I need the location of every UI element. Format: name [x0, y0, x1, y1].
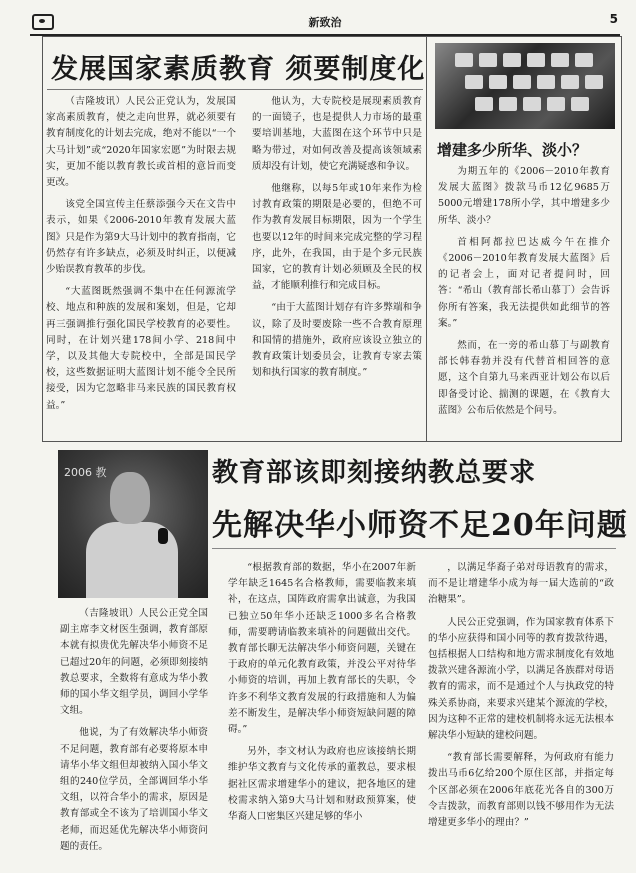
- article2-paragraph: ，以满足华裔子弟对母语教育的需求，而不是让增建华小成为每一届大选前的“政治糖果”。: [428, 562, 614, 606]
- headline-divider: [212, 548, 616, 549]
- sidebar-paragraph: 首相阿都拉巴达威今午在推介《2006－2010年教育发展大蓝图》后的记者会上，面对记者提问时，回答：“希山（教育部长希山慕丁）会告诉你所有答案，我无法提供如此细节的答案。”: [438, 236, 610, 329]
- page-header: [30, 12, 620, 36]
- speaker-photo: [58, 450, 208, 598]
- sidebar-paragraph: 然而，在一旁的希山慕丁与副教育部长韩春勃并没有代替首相回答的意愿，这个自第九马来西亚计划公布以后即备受讨论、揣测的课题，在《教育大蓝图》公布后依然是个问号。: [438, 340, 610, 416]
- article2-column-1: [60, 606, 208, 861]
- article2-column-2: [228, 560, 416, 831]
- article2-headline-line1: 教育部该即刻接纳教总要求: [212, 458, 537, 488]
- sidebar-paragraph: 为期五年的《2006－2010年教育发展大蓝图》拨款马币12亿9685万5000元增建178所小学，其中增建多少所华、淡小？: [438, 166, 610, 226]
- article2-paragraph: 他说，为了有效解决华小师资不足问题，教育部有必要将原本申请华小华文组但却被纳入国小华文组的240位学员，全部调回华小华文组，以符合华小的需求，原因是教育部或全不该为了培训国小华文老师，而迟延优先解决华小师资问题的责任。: [60, 727, 208, 852]
- article1-column-1: [46, 94, 236, 420]
- publication-title: 新致治: [308, 16, 342, 29]
- article2-column-3: [428, 560, 614, 837]
- article1-paragraph: （吉隆坡讯）人民公正党认为，发展国家高素质教育，使之走向世界，就必须要有教育制度化的计划去完成，绝对不能以“一个大马计划”或“2020年国家宏愿”为时限去规实，更加不能以教育教长或首相的意旨而变更改。: [46, 96, 236, 189]
- article1-headline: 发展国家素质教育 须要制度化: [51, 54, 426, 85]
- article2-paragraph: 人民公正党强调，作为国家教育体系下的华小应获得和国小同等的教育拨款待遇，包括根据人口结构和地方需求制度化有效地拨款兴建各源流小学，以满足各族群对母语教育的需求，而不是通过个人与执政党的特殊关系协商，来要求兴建某个源流的学校，因为这种不正常的建校机制将永远无法根本解决华小短缺的建校问题。: [428, 616, 614, 742]
- headline-divider: [47, 89, 423, 90]
- sidebar-subhead: 增建多少所华、淡小？: [437, 141, 588, 159]
- article1-paragraph: 他继称，以每5年或10年来作为检讨教育政策的期限是必要的，但绝不可作为教育发展目标期限，因为一个学生也要以12年的时间来完成完整的学习程序，此外，在我国，由于是个多元民族国家，它的教育计划必须顾及全民的权益，才能顺利推行和完成目标。: [252, 183, 422, 292]
- keyboard-photo: [435, 43, 615, 129]
- article1-paragraph: “大蓝图既然强调不集中在任何源流学校、地点和种族的发展和案划，但是，它却再三强调推行强化国民学校教育的必要性。同时，在计划兴建178间小学、218间中学，以及其他大专院校中，全部是国民学校，这些数据证明大蓝图计划不能令全民所接受，因为它忽略非马来民族的国民教育权益。”: [46, 286, 236, 411]
- article2-headline-line2: 先解决华小师资不足20年问题: [212, 508, 628, 543]
- microphone-icon: [158, 528, 168, 544]
- article1-paragraph: “由于大蓝图计划存有许多弊端和争议，除了及时要废除一些不合教育原理和国情的措施外，政府应该设立独立的教育政策计划委员会，让教育专家去策划和执行国家的教育制度。”: [252, 302, 422, 379]
- article2-paragraph: “根据教育部的数据，华小在2007年新学年缺乏1645名合格教师，需要临教来填补，在这点，国阵政府需拿出诚意，为我国已独立50年华小还缺乏1000多名合格教师，需要聘请临教来填补的问题做出交代。教育部长聊无法解决华小师资问题，关键在于政府的单元化教育政策，并没公平对待华小师资的培训，再加上教育部长的失职，令许多不利华文教育发展的行政措施和人为偏差不断发生，是解决华小师资短缺问题的障碍。”: [228, 562, 416, 736]
- article1-paragraph: 该党全国宣传主任蔡添强今天在文告中表示，如果《2006-2010年教育发展大蓝图》只是作为第9大马计划中的教育指南，它仍然存有许多缺点，必须及时纠正，以便减少贻误教育教革的步伐。: [46, 199, 236, 276]
- article2-paragraph: （吉隆坡讯）人民公正党全国副主席李文材医生强调，教育部原本就有拟贵优先解决华小师资不足已超过20年的问题，必须即刻接纳教总要求，全数将有意成为华小教师的国小华文组学员，调回小学华文组。: [60, 608, 208, 717]
- sidebar-column: [438, 164, 610, 425]
- article1-paragraph: 他认为，大专院校是展现素质教育的一面镜子，也是提供人力市场的最重要培训基地，大蓝图在这个环节中只是略为带过，对如何改善及提高该领域素质却没有计划，使它充满疑惑和争议。: [252, 96, 422, 172]
- photo-banner-text: 2006 教: [64, 466, 107, 479]
- page-number: 5: [609, 12, 618, 26]
- article2-paragraph: “教育部长需要解释，为何政府有能力拨出马币6亿给200个原住区部，并指定每个区部必须在2006年底花光各自的300万令吉拨款，而教育部则以钱不够用作为无法增建更多华小的理由？”: [428, 752, 614, 829]
- article1-column-2: [252, 94, 422, 387]
- article2-paragraph: 另外，李文材认为政府也应该接纳长期维护华文教育与文化传承的董教总，要求根据社区需求增建华小的建议，把各地区的建校需求纳入第9大马计划和财政预算案，使华裔人口密集区兴建足够的华小: [228, 746, 416, 823]
